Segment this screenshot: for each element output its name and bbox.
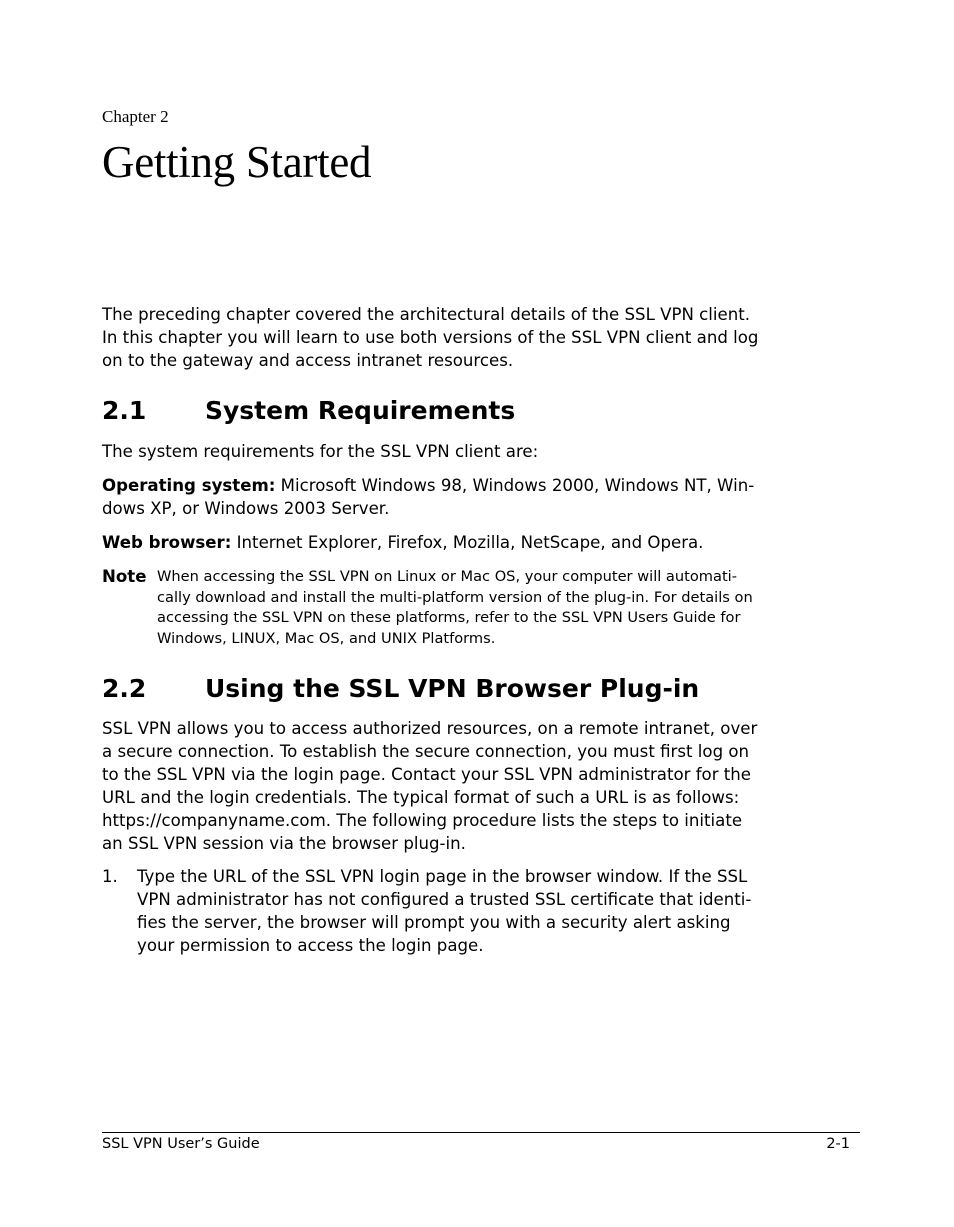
intro-paragraph <box>102 303 862 372</box>
section-number: 2.1 <box>102 396 147 425</box>
plugin-paragraph <box>102 717 862 855</box>
note-line: When accessing the SSL VPN on Linux or Mac OS, your computer will automati- <box>157 568 737 585</box>
paragraph-line: to the SSL VPN via the login page. Contact your SSL VPN administrator for the <box>102 765 752 784</box>
browser-requirement <box>102 531 862 554</box>
paragraph-line: a secure connection. To establish the secure connection, you must first log on <box>102 742 750 761</box>
intro-line: The preceding chapter covered the architectural details of the SSL VPN client. <box>102 305 751 324</box>
browser-text: Internet Explorer, Firefox, Mozilla, NetScape, and Opera. <box>231 533 704 552</box>
os-text-continued: dows XP, or Windows 2003 Server. <box>102 499 390 518</box>
footer-guide-title: SSL VPN User’s Guide <box>102 1136 260 1152</box>
section-title: System Requirements <box>205 396 516 425</box>
section-number: 2.2 <box>102 674 147 703</box>
note-line: Windows, LINUX, Mac OS, and UNIX Platforms. <box>157 630 496 648</box>
note-line: cally download and install the multi-platform version of the plug-in. For details on <box>157 588 753 606</box>
step-line: Type the URL of the SSL VPN login page in the browser window. If the SSL <box>137 867 748 886</box>
step-line: VPN administrator has not configured a trusted SSL certificate that identi- <box>137 890 752 909</box>
section-heading-2-1 <box>102 395 515 427</box>
chapter-title: Getting Started <box>102 137 372 187</box>
step-line: your permission to access the login page. <box>137 936 484 955</box>
paragraph-line: URL and the login credentials. The typical format of such a URL is as follows: <box>102 788 740 807</box>
intro-line: on to the gateway and access intranet resources. <box>102 351 514 370</box>
browser-label: Web browser: <box>102 533 232 552</box>
requirements-intro: The system requirements for the SSL VPN client are: <box>102 442 539 461</box>
paragraph-line: https://companyname.com. The following procedure lists the steps to initiate <box>102 811 743 830</box>
os-text: Microsoft Windows 98, Windows 2000, Windows NT, Win- <box>275 476 755 495</box>
section-heading-2-2 <box>102 673 699 705</box>
os-requirement <box>102 474 862 520</box>
step-line: fies the server, the browser will prompt you with a security alert asking <box>137 913 731 932</box>
note-text <box>157 567 862 650</box>
footer-divider <box>102 1132 860 1133</box>
footer-page-number: 2-1 <box>826 1136 850 1152</box>
chapter-label: Chapter 2 <box>102 107 169 126</box>
note-label: Note <box>102 567 147 586</box>
paragraph-line: SSL VPN allows you to access authorized resources, on a remote intranet, over <box>102 719 758 738</box>
intro-line: In this chapter you will learn to use both versions of the SSL VPN client and log <box>102 328 759 347</box>
os-label: Operating system: <box>102 476 276 495</box>
step-text <box>137 865 862 957</box>
step-number: 1. <box>102 867 118 886</box>
note-line: accessing the SSL VPN on these platforms, refer to the SSL VPN Users Guide for <box>157 609 741 627</box>
paragraph-line: an SSL VPN session via the browser plug-in. <box>102 834 466 853</box>
section-title: Using the SSL VPN Browser Plug-in <box>205 674 700 703</box>
